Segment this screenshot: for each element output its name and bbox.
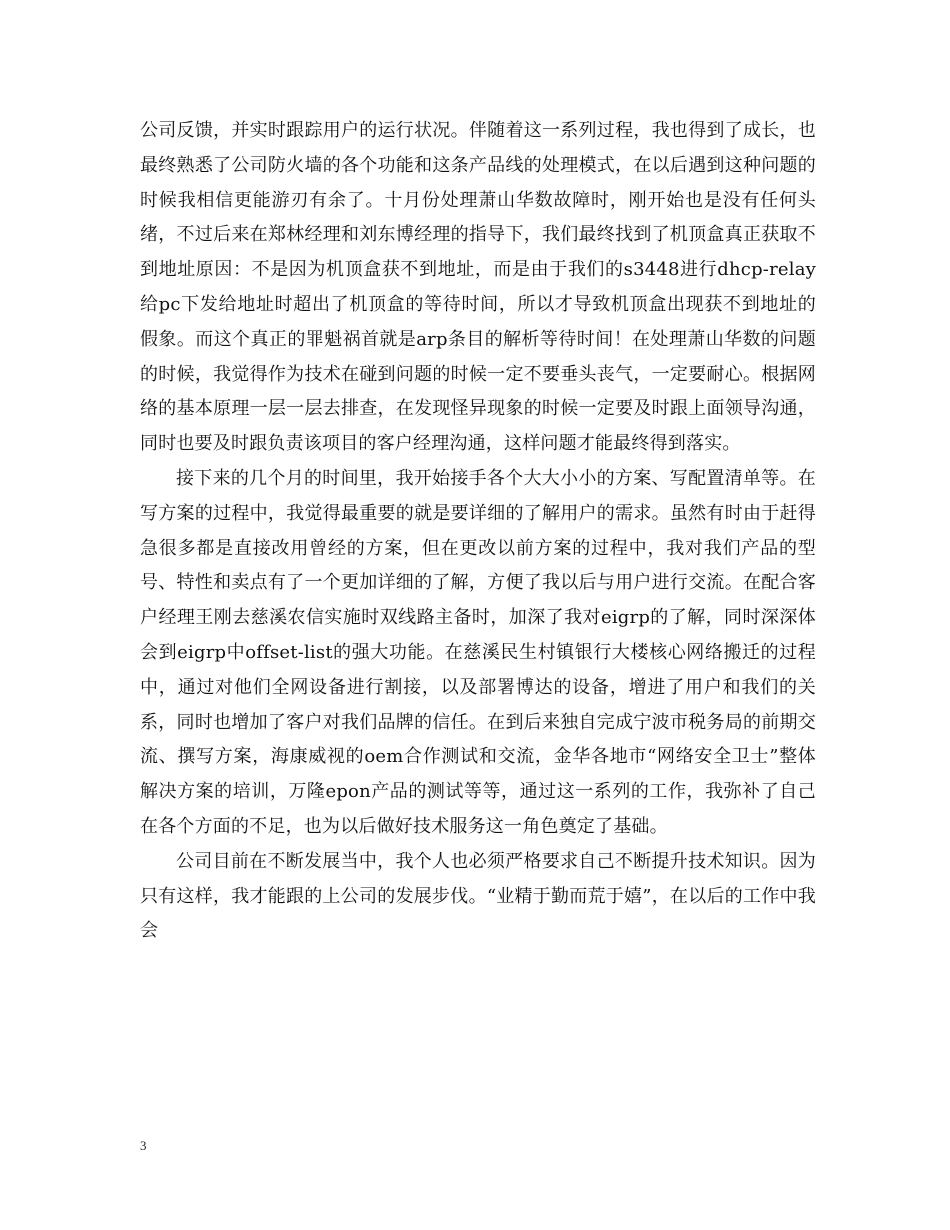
body-text (140, 114, 816, 949)
paragraph-1: 公司反馈，并实时跟踪用户的运行状况。伴随着这一系列过程，我也得到了成长，也最终熟悉了公司防火墙的各个功能和这条产品线的处理模式，在以后遇到这种问题的时候我相信更能游刃有余了。十月份处理萧山华数故障时，刚开始也是没有任何头绪，不过后来在郑林经理和刘东博经理的指导下，我们最终找到了机顶盒真正获取不到地址原因：不是因为机顶盒获不到地址，而是由于我们的s3448进行dhcp-relay给pc下发给地址时超出了机顶盒的等待时间，所以才导致机顶盒出现获不到地址的假象。而这个真正的罪魁祸首就是arp条目的解析等待时间！在处理萧山华数的问题的时候，我觉得作为技术在碰到问题的时候一定不要垂头丧气，一定要耐心。根据网络的基本原理一层一层去排查，在发现怪异现象的时候一定要及时跟上面领导沟通，同时也要及时跟负责该项目的客户经理沟通，这样问题才能最终得到落实。 (140, 120, 816, 455)
page-number: 3 (140, 1138, 147, 1153)
paragraph-2: 接下来的几个月的时间里，我开始接手各个大大小小的方案、写配置清单等。在写方案的过程中，我觉得最重要的就是要详细的了解用户的需求。虽然有时由于赶得急很多都是直接改用曾经的方案，但在更改以前方案的过程中，我对我们产品的型号、特性和卖点有了一个更加详细的了解，方便了我以后与用户进行交流。在配合客户经理王刚去慈溪农信实施时双线路主备时，加深了我对eigrp的了解，同时深深体会到eigrp中offset-list的强大功能。在慈溪民生村镇银行大楼核心网络搬迁的过程中，通过对他们全网设备进行割接，以及部署博达的设备，增进了用户和我们的关系，同时也增加了客户对我们品牌的信任。在到后来独自完成宁波市税务局的前期交流、撰写方案，海康威视的oem合作测试和交流，金华各地市“网络安全卫士”整体解决方案的培训，万隆epon产品的测试等等，通过这一系列的工作，我弥补了自己在各个方面的不足，也为以后做好技术服务这一角色奠定了基础。 (140, 467, 816, 837)
paragraph-3: 公司目前在不断发展当中，我个人也必须严格要求自己不断提升技术知识。因为只有这样，我才能跟的上公司的发展步伐。“业精于勤而荒于嬉”，在以后的工作中我会 (140, 850, 816, 942)
